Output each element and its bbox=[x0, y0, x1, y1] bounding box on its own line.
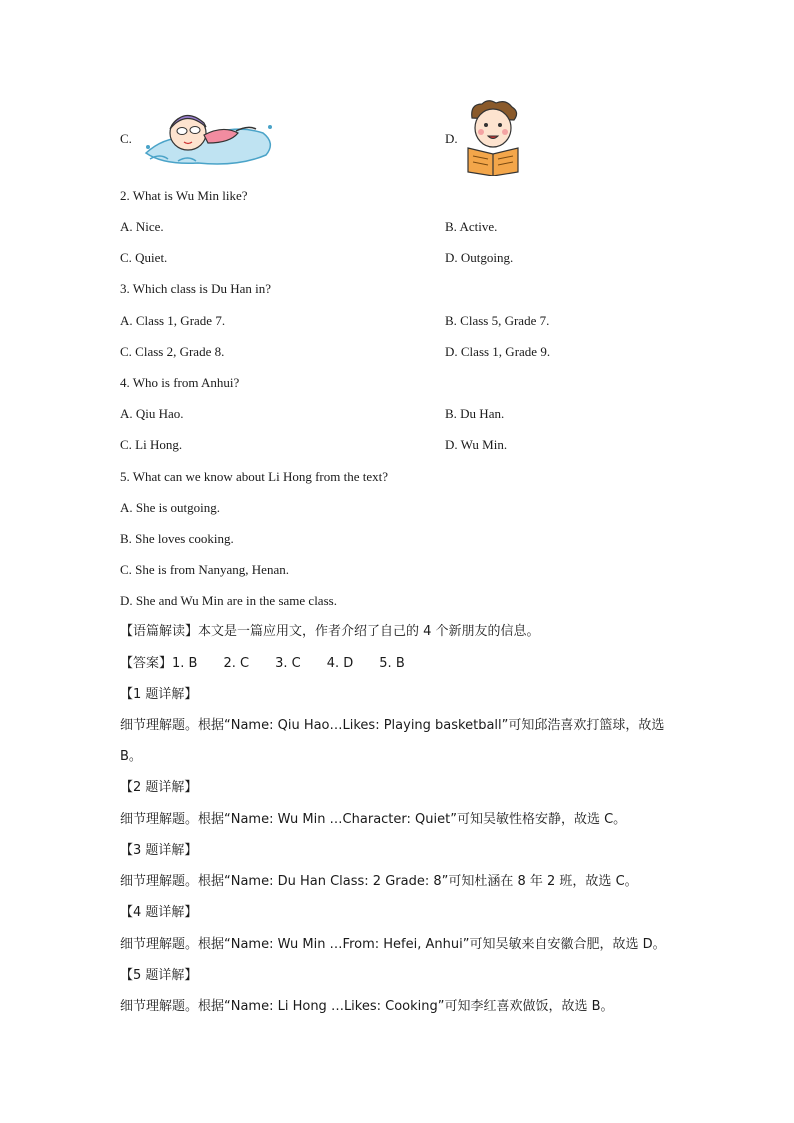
detail-1-text: 细节理解题。根据“Name: Qiu Hao…Likes: Playing basketball”可知邱浩喜欢打篮球，故选 bbox=[120, 718, 665, 733]
option-d-label: D. bbox=[445, 131, 458, 146]
detail-1-heading: 【1 题详解】 bbox=[120, 687, 198, 702]
passage-analysis: 【语篇解读】本文是一篇应用文，作者介绍了自己的 4 个新朋友的信息。 bbox=[120, 624, 540, 639]
answer-3: 3. C bbox=[275, 656, 301, 671]
detail-5-heading: 【5 题详解】 bbox=[120, 968, 198, 983]
swimmer-icon bbox=[138, 103, 278, 169]
question-4-option-b: B. Du Han. bbox=[445, 406, 505, 421]
question-2-stem: 2. What is Wu Min like? bbox=[120, 188, 248, 203]
question-3-option-c: C. Class 2, Grade 8. bbox=[120, 344, 225, 359]
answer-2: 2. C bbox=[223, 656, 250, 671]
detail-3-text: 细节理解题。根据“Name: Du Han Class: 2 Grade: 8”可知杜涵在 8 年 2 班，故选 C。 bbox=[120, 874, 638, 889]
answer-label: 【答案】 bbox=[120, 656, 173, 671]
answer-5: 5. B bbox=[379, 656, 405, 671]
answer-key bbox=[120, 656, 431, 672]
answer-4: 4. D bbox=[326, 656, 354, 671]
detail-2-text: 细节理解题。根据“Name: Wu Min …Character: Quiet”可知吴敏性格安静，故选 C。 bbox=[120, 812, 627, 827]
question-2-option-c: C. Quiet. bbox=[120, 250, 168, 265]
detail-5-text: 细节理解题。根据“Name: Li Hong …Likes: Cooking”可知李红喜欢做饭，故选 B。 bbox=[120, 999, 614, 1014]
question-3-option-a: A. Class 1, Grade 7. bbox=[120, 313, 226, 328]
question-2-option-d: D. Outgoing. bbox=[445, 250, 514, 265]
question-4-option-d: D. Wu Min. bbox=[445, 437, 508, 452]
option-c-label: C. bbox=[120, 131, 132, 146]
detail-1-text-cont: B。 bbox=[120, 749, 142, 764]
question-4-option-c: C. Li Hong. bbox=[120, 437, 183, 452]
question-4-option-a: A. Qiu Hao. bbox=[120, 406, 184, 421]
question-5-stem: 5. What can we know about Li Hong from the text? bbox=[120, 469, 388, 484]
detail-2-heading: 【2 题详解】 bbox=[120, 780, 198, 795]
answer-1: 1. B bbox=[172, 656, 198, 671]
detail-4-heading: 【4 题详解】 bbox=[120, 905, 198, 920]
question-5-option-d: D. She and Wu Min are in the same class. bbox=[120, 593, 337, 608]
question-2-option-a: A. Nice. bbox=[120, 219, 164, 234]
question-5-option-b: B. She loves cooking. bbox=[120, 531, 234, 546]
question-5-option-c: C. She is from Nanyang, Henan. bbox=[120, 562, 289, 577]
question-4-stem: 4. Who is from Anhui? bbox=[120, 375, 240, 390]
detail-4-text: 细节理解题。根据“Name: Wu Min …From: Hefei, Anhui”可知吴敏来自安徽合肥，故选 D。 bbox=[120, 937, 666, 952]
question-2-option-b: B. Active. bbox=[445, 219, 498, 234]
question-3-option-d: D. Class 1, Grade 9. bbox=[445, 344, 551, 359]
reader-icon bbox=[462, 98, 524, 176]
question-5-option-a: A. She is outgoing. bbox=[120, 500, 221, 515]
question-3-option-b: B. Class 5, Grade 7. bbox=[445, 313, 550, 328]
question-3-stem: 3. Which class is Du Han in? bbox=[120, 281, 272, 296]
detail-3-heading: 【3 题详解】 bbox=[120, 843, 198, 858]
